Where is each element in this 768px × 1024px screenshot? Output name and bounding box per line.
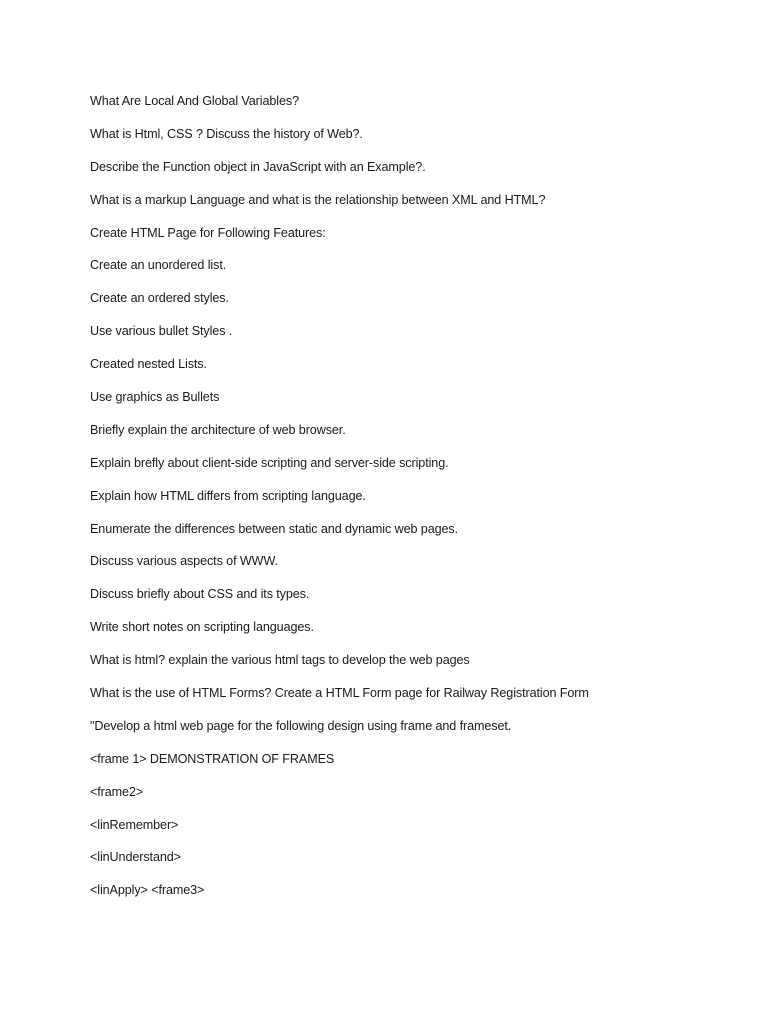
question-line: What is html? explain the various html tags to develop the web pages xyxy=(90,653,470,668)
question-line: Discuss briefly about CSS and its types. xyxy=(90,587,310,602)
question-line: <linRemember> xyxy=(90,817,179,832)
question-line: Use graphics as Bullets xyxy=(90,390,220,405)
question-line: Enumerate the differences between static and dynamic web pages. xyxy=(90,521,459,536)
question-line: Describe the Function object in JavaScript with an Example?. xyxy=(90,159,426,174)
question-line: "Develop a html web page for the following design using frame and frameset. xyxy=(90,718,512,733)
question-line: Create HTML Page for Following Features: xyxy=(90,225,326,240)
question-line: Create an ordered styles. xyxy=(90,291,229,306)
question-line: Created nested Lists. xyxy=(90,357,207,372)
question-line: <frame 1> DEMONSTRATION OF FRAMES xyxy=(90,751,335,766)
question-line: <linApply> <frame3> xyxy=(90,883,205,898)
question-line: Briefly explain the architecture of web browser. xyxy=(90,422,346,437)
question-line: What is Html, CSS ? Discuss the history of Web?. xyxy=(90,126,363,141)
question-line: <frame2> xyxy=(90,784,144,799)
question-line: Explain brefly about client-side scripting and server-side scripting. xyxy=(90,455,449,470)
question-line: What is a markup Language and what is the relationship between XML and HTML? xyxy=(90,192,546,207)
question-line: Discuss various aspects of WWW. xyxy=(90,554,278,569)
question-line: What is the use of HTML Forms? Create a HTML Form page for Railway Registration Form xyxy=(90,686,589,701)
question-line: Write short notes on scripting languages. xyxy=(90,620,314,635)
question-line: <linUnderstand> xyxy=(90,850,181,865)
question-line: Create an unordered list. xyxy=(90,258,227,273)
question-line: Use various bullet Styles . xyxy=(90,324,233,339)
question-line: Explain how HTML differs from scripting language. xyxy=(90,488,366,503)
question-list xyxy=(90,93,750,915)
question-line: What Are Local And Global Variables? xyxy=(90,94,299,108)
